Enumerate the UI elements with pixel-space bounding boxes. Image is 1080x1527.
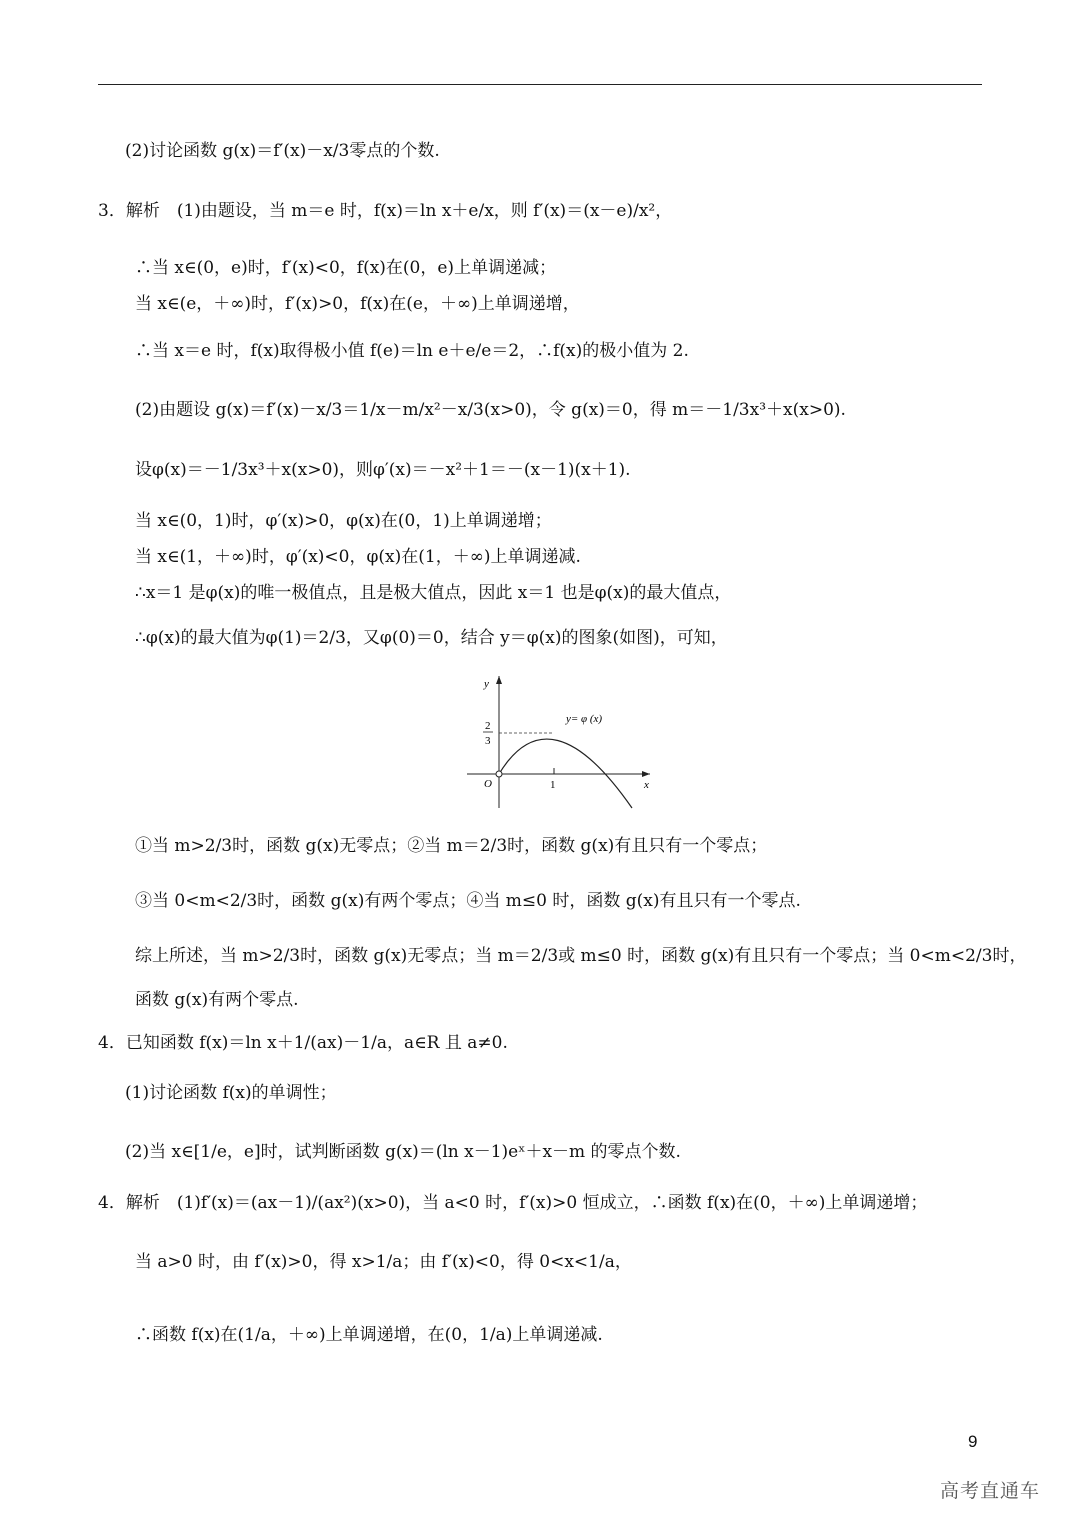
solution-line: 当 x∈(1，＋∞)时，φ′(x)<0，φ(x)在(1，＋∞)上单调递减. (135, 547, 581, 567)
phi-graph (462, 668, 662, 810)
brand-watermark: 高考直通车 (940, 1480, 1041, 1502)
y-axis-label: y (484, 678, 489, 690)
origin-label: O (484, 778, 492, 790)
solution-line: 当 x∈(0，1)时，φ′(x)>0，φ(x)在(0，1)上单调递增； (135, 511, 552, 531)
solution-line: 函数 g(x)有两个零点. (135, 990, 299, 1010)
solution-line: ∴当 x＝e 时，f(x)取得极小值 f(e)＝ln e＋e/e＝2，∴f(x)的极小值为 2. (135, 341, 689, 361)
y-tick-numerator: 2 (485, 720, 491, 732)
problem-4-header: 4．已知函数 f(x)＝ln x＋1/(ax)－1/a，a∈R 且 a≠0. (98, 1033, 508, 1053)
problem-4-part-1: (1)讨论函数 f(x)的单调性； (125, 1083, 337, 1103)
problem-4-part-2: (2)当 x∈[1/e，e]时，试判断函数 g(x)＝(ln x－1)eˣ＋x－m 的零点个数. (125, 1142, 681, 1162)
solution-line: ∴当 x∈(0，e)时，f′(x)<0，f(x)在(0，e)上单调递减； (135, 258, 557, 278)
y-tick-denominator: 3 (485, 735, 491, 747)
solution-line: (2)由题设 g(x)＝f′(x)－x/3＝1/x－m/x²－x/3(x>0)，令 g(x)＝0，得 m＝－1/3x³＋x(x>0). (135, 400, 846, 420)
solution-3-header: 3．解析 (1)由题设，当 m＝e 时，f(x)＝ln x＋e/x，则 f′(x)＝(x－e)/x²， (98, 201, 673, 221)
solution-line: ③当 0<m<2/3时，函数 g(x)有两个零点；④当 m≤0 时，函数 g(x)有且只有一个零点. (135, 891, 801, 911)
solution-line: 综上所述，当 m>2/3时，函数 g(x)无零点；当 m＝2/3或 m≤0 时，函数 g(x)有且只有一个零点；当 0<m<2/3时， (135, 946, 1027, 966)
origin-open-circle (496, 771, 502, 777)
problem-2-part-2: (2)讨论函数 g(x)＝f′(x)－x/3零点的个数. (125, 141, 440, 161)
x-tick-label: 1 (550, 779, 556, 791)
solution-line: 当 a>0 时，由 f′(x)>0，得 x>1/a；由 f′(x)<0，得 0<x<1/a， (135, 1252, 632, 1272)
solution-line: ∴函数 f(x)在(1/a，＋∞)上单调递增，在(0，1/a)上单调递减. (135, 1325, 603, 1345)
page-number: 9 (968, 1432, 978, 1451)
curve-label: y= φ (x) (566, 713, 603, 725)
y-axis-arrow (496, 676, 502, 684)
solution-line: ∴x＝1 是φ(x)的唯一极值点，且是极大值点，因此 x＝1 也是φ(x)的最大值点， (135, 583, 732, 603)
solution-4-header: 4．解析 (1)f′(x)＝(ax－1)/(ax²)(x>0)，当 a<0 时，f′(x)>0 恒成立，∴函数 f(x)在(0，＋∞)上单调递增； (98, 1193, 928, 1213)
header-rule (98, 84, 982, 85)
x-axis-label: x (644, 779, 649, 791)
solution-line: ①当 m>2/3时，函数 g(x)无零点；②当 m＝2/3时，函数 g(x)有且只有一个零点； (135, 836, 768, 856)
solution-line: 当 x∈(e，＋∞)时，f′(x)>0，f(x)在(e，＋∞)上单调递增， (135, 294, 580, 314)
x-axis-arrow (642, 771, 650, 777)
solution-line: ∴φ(x)的最大值为φ(1)＝2/3，又φ(0)＝0，结合 y＝φ(x)的图象(如图)，可知， (135, 628, 728, 648)
solution-line: 设φ(x)＝－1/3x³＋x(x>0)，则φ′(x)＝－x²＋1＝－(x－1)(x＋1). (135, 460, 631, 480)
